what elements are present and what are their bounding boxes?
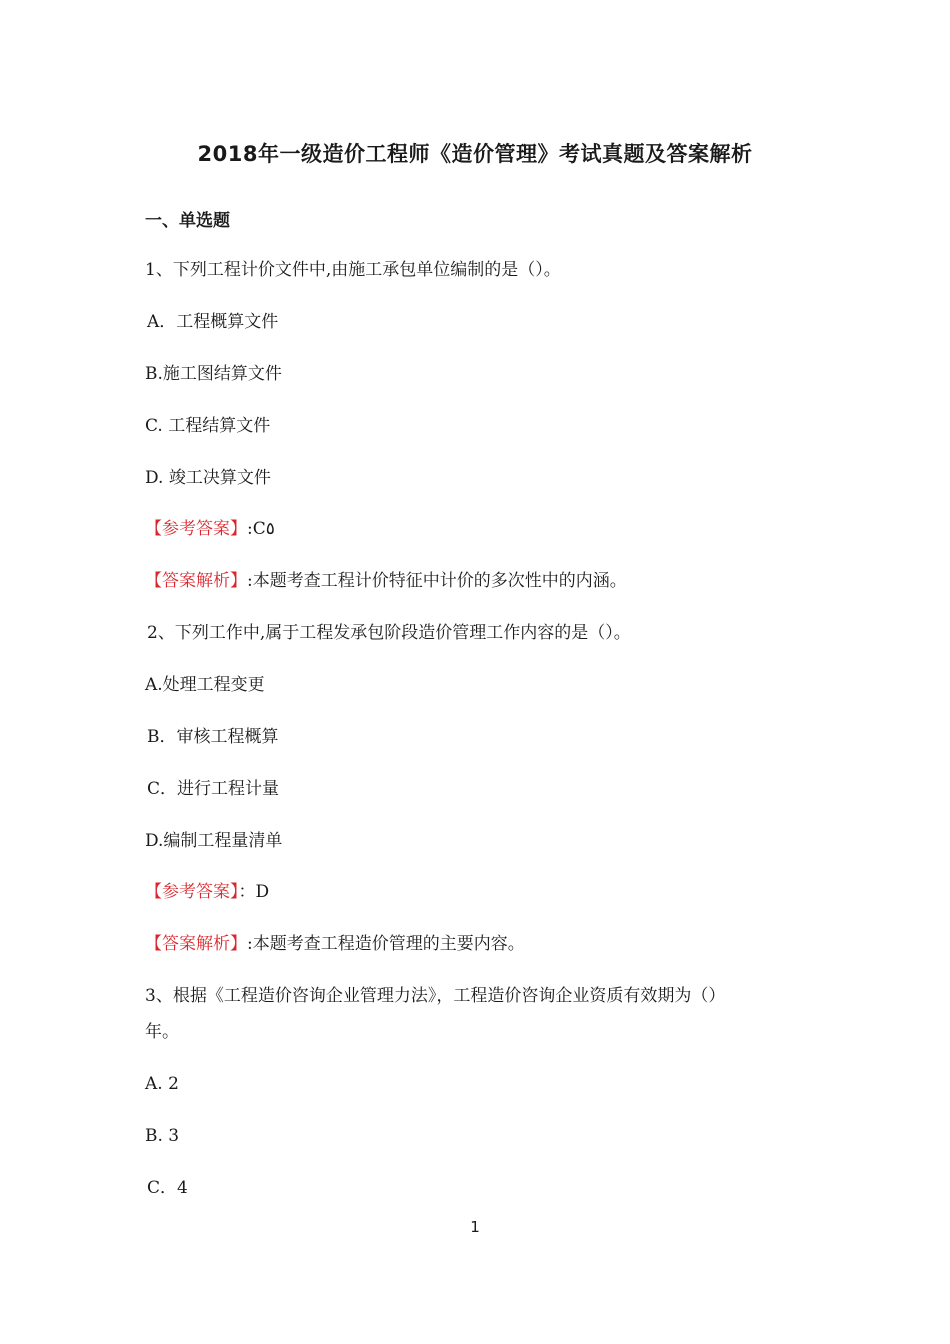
analysis-text: :本题考查工程造价管理的主要内容。 [247, 934, 525, 954]
question-3-stem-line-2: 年。 [145, 1022, 179, 1042]
question-2-answer [145, 880, 269, 904]
question-1-option-b: B.施工图结算文件 [145, 364, 282, 384]
analysis-text: :本题考查工程计价特征中计价的多次性中的内涵。 [247, 571, 627, 591]
answer-text: ：D [238, 882, 270, 902]
answer-tag: 【参考答案】 [145, 882, 239, 902]
question-1-option-c: C. 工程结算文件 [145, 416, 271, 436]
document-title: 2018年一级造价工程师《造价管理》考试真题及答案解析 [197, 142, 753, 166]
question-3-option-b: B. 3 [145, 1126, 180, 1146]
question-1-option-d: D. 竣工决算文件 [145, 468, 271, 488]
section-heading: 一、单选题 [145, 211, 230, 231]
question-2-option-b: B．审核工程概算 [147, 727, 279, 747]
question-2-analysis [145, 932, 525, 956]
question-2-option-c: C．进行工程计量 [147, 779, 280, 799]
answer-tag: 【参考答案】 [145, 519, 247, 539]
question-2-option-a: A.处理工程变更 [145, 675, 265, 695]
question-3-option-c: C．4 [147, 1178, 188, 1198]
question-2-option-d: D.编制工程量清单 [145, 831, 283, 851]
analysis-tag: 【答案解析】 [145, 571, 247, 591]
question-2-stem: 2、下列工作中,属于工程发承包阶段造价管理工作内容的是（）。 [147, 623, 631, 643]
question-3-option-a: A. 2 [145, 1074, 179, 1094]
question-1-answer [145, 517, 275, 541]
question-1-stem: 1、下列工程计价文件中,由施工承包单位编制的是（）。 [145, 260, 561, 280]
question-1-option-a: A．工程概算文件 [147, 312, 279, 332]
page-number: 1 [470, 1218, 480, 1236]
question-3-stem-line-1: 3、根据《工程造价咨询企业管理力法》，工程造价咨询企业资质有效期为（） [145, 986, 726, 1006]
answer-text: :C٥ [247, 519, 275, 539]
question-1-analysis [145, 569, 627, 593]
analysis-tag: 【答案解析】 [145, 934, 247, 954]
